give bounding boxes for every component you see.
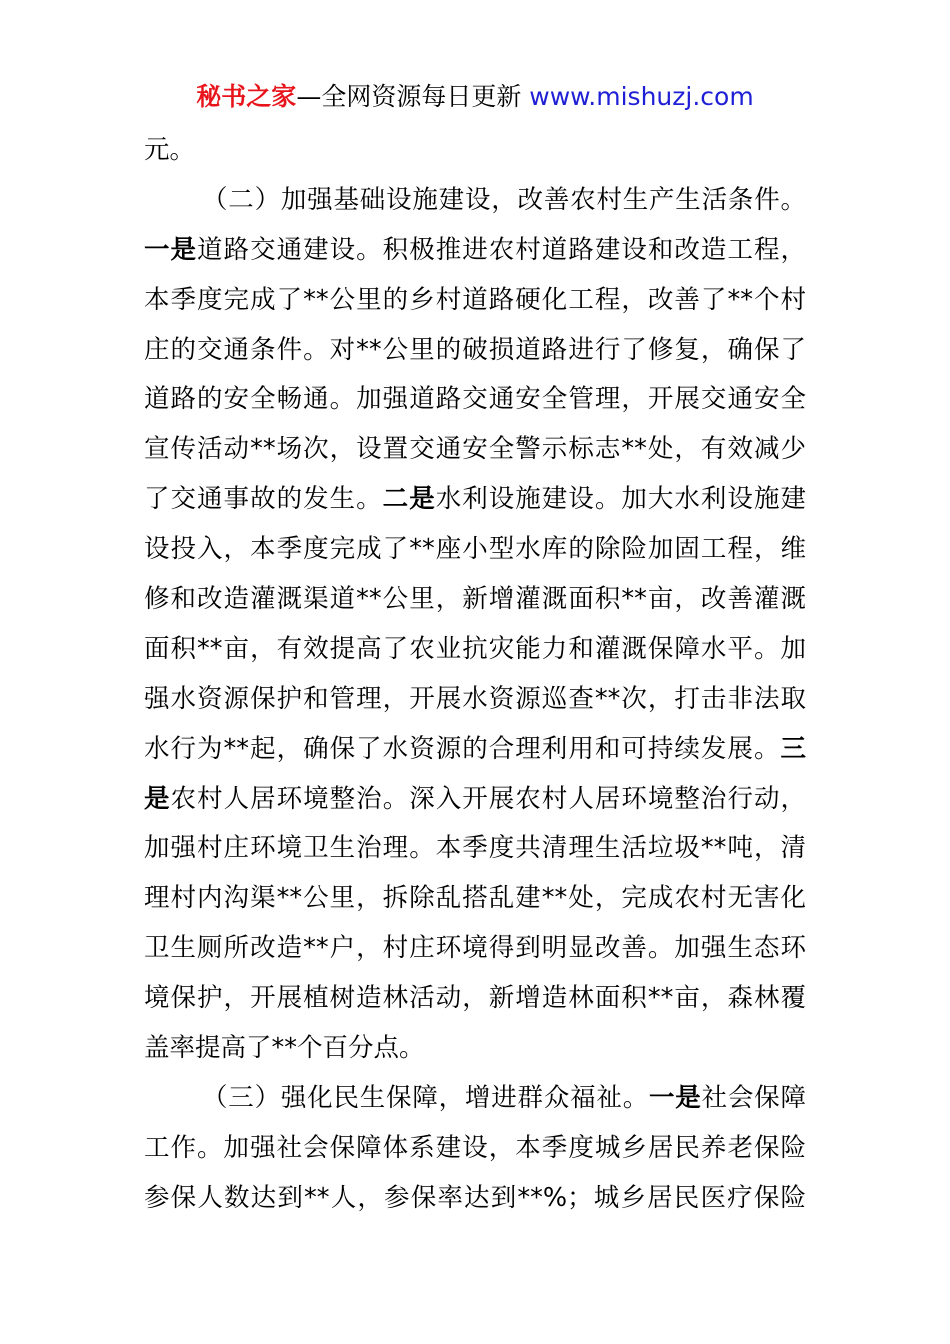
text-line <box>144 425 806 475</box>
text-line <box>144 276 806 326</box>
text-line <box>144 375 806 425</box>
text-line <box>144 575 806 625</box>
text-line <box>144 1074 806 1124</box>
text-line <box>144 725 806 775</box>
text-segment: 了交通事故的发生。 <box>144 484 383 515</box>
text-segment: 社会保障 <box>701 1082 806 1113</box>
text-line <box>144 1124 806 1174</box>
text-line <box>144 775 806 825</box>
text-line <box>144 176 806 226</box>
document-body <box>144 126 806 1224</box>
text-segment: 道路的安全畅通。加强道路交通安全管理，开展交通安全 <box>144 384 806 415</box>
bold-marker: 一是 <box>649 1082 702 1113</box>
header-site-link[interactable]: www.mishuzj.com <box>529 82 754 111</box>
text-segment: 宣传活动**场次，设置交通安全警示标志**处，有效减少 <box>144 434 806 465</box>
bold-marker: 一是 <box>144 234 198 265</box>
text-segment: （三）强化民生保障，增进群众福祉。 <box>202 1082 649 1113</box>
bold-marker: 是 <box>144 783 171 814</box>
text-segment: 本季度完成了**公里的乡村道路硬化工程，改善了**个村 <box>144 284 806 315</box>
text-segment: 修和改造灌溉渠道**公里，新增灌溉面积**亩，改善灌溉 <box>144 584 806 615</box>
text-segment: 庄的交通条件。对**公里的破损道路进行了修复，确保了 <box>144 334 806 365</box>
text-line <box>144 625 806 675</box>
text-segment: 参保人数达到**人，参保率达到**%；城乡居民医疗保险 <box>144 1182 806 1213</box>
text-line <box>144 475 806 525</box>
text-line <box>144 974 806 1024</box>
text-segment: 道路交通建设。积极推进农村道路建设和改造工程， <box>197 234 806 265</box>
text-line <box>144 824 806 874</box>
text-segment: 境保护，开展植树造林活动，新增造林面积**亩，森林覆 <box>144 983 806 1014</box>
header-brand: 秘书之家 <box>196 82 297 111</box>
text-segment: 工作。加强社会保障体系建设，本季度城乡居民养老保险 <box>144 1132 806 1163</box>
text-segment: 卫生厕所改造**户，村庄环境得到明显改善。加强生态环 <box>144 933 806 964</box>
text-line <box>144 1174 806 1224</box>
text-segment: 农村人居环境整治。深入开展农村人居环境整治行动， <box>170 783 806 814</box>
text-segment: 元。 <box>144 135 196 165</box>
text-line <box>144 1024 806 1074</box>
header-tagline: —全网资源每日更新 <box>296 82 530 111</box>
text-segment: 水利设施建设。加大水利设施建 <box>435 484 806 515</box>
text-segment: 盖率提高了**个百分点。 <box>144 1033 425 1064</box>
text-segment: 加强村庄环境卫生治理。本季度共清理生活垃圾**吨，清 <box>144 833 806 864</box>
text-segment: 面积**亩，有效提高了农业抗灾能力和灌溉保障水平。加 <box>144 633 806 664</box>
bold-marker: 三 <box>780 733 806 764</box>
text-line <box>144 675 806 725</box>
text-line <box>144 874 806 924</box>
text-segment: 强水资源保护和管理，开展水资源巡查**次，打击非法取 <box>144 683 806 714</box>
text-segment: 设投入，本季度完成了**座小型水库的除险加固工程，维 <box>144 534 806 565</box>
bold-marker: 二是 <box>382 484 436 515</box>
text-line <box>144 326 806 376</box>
page-header <box>0 80 950 114</box>
text-segment: （二）加强基础设施建设，改善农村生产生活条件。 <box>202 184 806 215</box>
text-line <box>144 126 806 176</box>
text-line <box>144 924 806 974</box>
text-line <box>144 226 806 276</box>
text-segment: 理村内沟渠**公里，拆除乱搭乱建**处，完成农村无害化 <box>144 883 806 914</box>
text-segment: 水行为**起，确保了水资源的合理利用和可持续发展。 <box>144 733 781 764</box>
text-line <box>144 525 806 575</box>
